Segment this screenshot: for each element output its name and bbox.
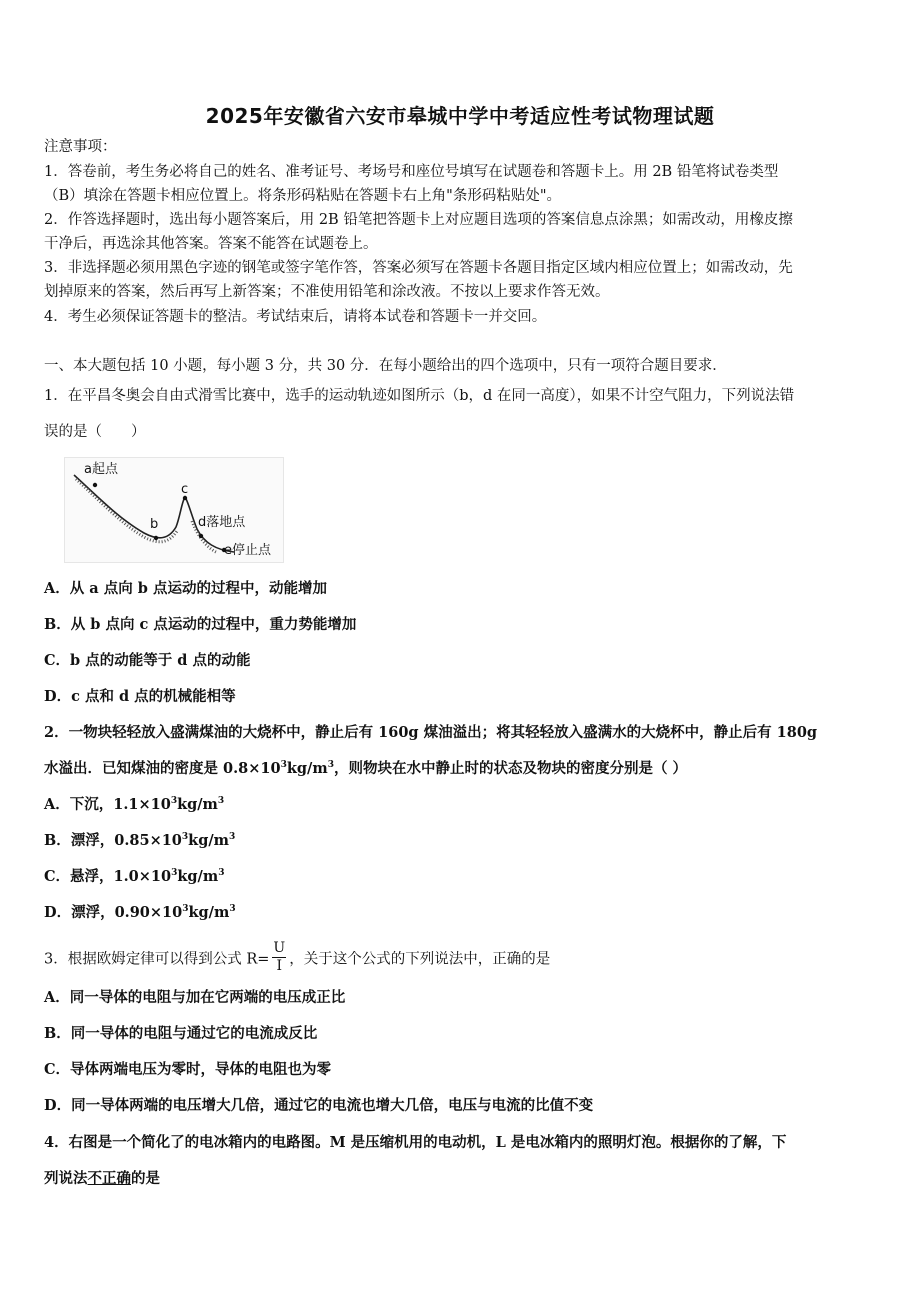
section-header: 一、本大题包括 10 小题，每小题 3 分，共 30 分．在每小题给出的四个选项中，只有一项符合题目要求． [44,358,727,374]
q2-option-d: D．漂浮，$0.90\times 10^3kg/m^3$ [44,904,236,921]
q2-option-b: B．漂浮，$0.85\times 10^3kg/m^3$ [44,832,236,849]
q2-option-c: C．悬浮，$1.0\times 10^3kg/m^3$ [44,868,225,885]
q1-stem: 1．在平昌冬奥会自由式滑雪比赛中，选手的运动轨迹如图所示（b，d 在同一高度），如果不计空气阻力，下列说法错 [44,388,795,404]
label-d: d落地点 [198,515,246,530]
q2-option-a: A．下沉，$1.1\times 10^3kg/m^3$ [44,796,225,813]
q4-stem: 列说法不正确的是 [44,1170,160,1187]
notice-line: 3．非选择题必须用黑色字迹的钢笔或签字笔作答，答案必须写在答题卡各题目指定区域内相应位置上；如需改动，先 [44,260,793,276]
notice-line: 划掉原来的答案，然后再写上新答案；不准使用铅笔和涂改液。不按以上要求作答无效。 [44,284,610,300]
notice-line: 干净后，再选涂其他答案。答案不能答在试题卷上。 [44,236,378,252]
notice-line: （B）填涂在答题卡相应位置上。将条形码粘贴在答题卡右上角"条形码粘贴处"。 [44,188,561,204]
ohm-fraction: $\frac{U}{I}$ [273,940,286,974]
notice-line: 4．考生必须保证答题卡的整洁。考试结束后，请将本试卷和答题卡一并交回。 [44,309,547,325]
q2-stem: 2．一物块轻轻放入盛满煤油的大烧杯中，静止后有 160g 煤油溢出；将其轻轻放入盛满水的大烧杯中，静止后有 180g [44,724,818,741]
q3-option-a: A．同一导体的电阻与加在它两端的电压成正比 [44,989,346,1006]
q3-stem: 3．根据欧姆定律可以得到公式 R= $\frac{U}{I}$ ，关于这个公式的下列说法中，正确的是 [44,940,551,974]
q2-stem: 水溢出．已知煤油的密度是 $0.8\times 10^3kg/m^3$，则物块在水中静止时的状态及物块的密度分别是（ ） [44,760,688,777]
label-e: e停止点 [224,543,271,558]
ski-trajectory-figure [64,457,284,563]
q1-option-d: D．c 点和 d 点的机械能相等 [44,688,236,705]
q1-option-a: A．从 a 点向 b 点运动的过程中，动能增加 [44,580,327,597]
q1-option-b: B．从 b 点向 c 点运动的过程中，重力势能增加 [44,616,357,633]
label-b: b [150,517,159,532]
label-a: a起点 [84,462,118,477]
q3-option-d: D．同一导体两端的电压增大几倍，通过它的电流也增大几倍，电压与电流的比值不变 [44,1097,594,1114]
label-c: c [181,482,189,497]
q1-option-c: C．b 点的动能等于 d 点的动能 [44,652,251,669]
q1-stem: 误的是（ ） [44,424,146,440]
notice-line: 1．答卷前，考生务必将自己的姓名、准考证号、考场号和座位号填写在试题卷和答题卡上。用 2B 铅笔将试卷类型 [44,164,779,180]
q3-option-b: B．同一导体的电阻与通过它的电流成反比 [44,1025,318,1042]
notice-heading: 注意事项： [44,139,117,155]
page-title: 2025年安徽省六安市皋城中学中考适应性考试物理试题 [205,104,715,128]
notice-line: 2．作答选择题时，选出每小题答案后，用 2B 铅笔把答题卡上对应题目选项的答案信息点涂黑；如需改动，用橡皮擦 [44,212,793,228]
q3-option-c: C．导体两端电压为零时，导体的电阻也为零 [44,1061,332,1078]
q4-stem: 4．右图是一个简化了的电冰箱内的电路图。M 是压缩机用的电动机，L 是电冰箱内的照明灯泡。根据你的了解，下 [44,1134,787,1151]
